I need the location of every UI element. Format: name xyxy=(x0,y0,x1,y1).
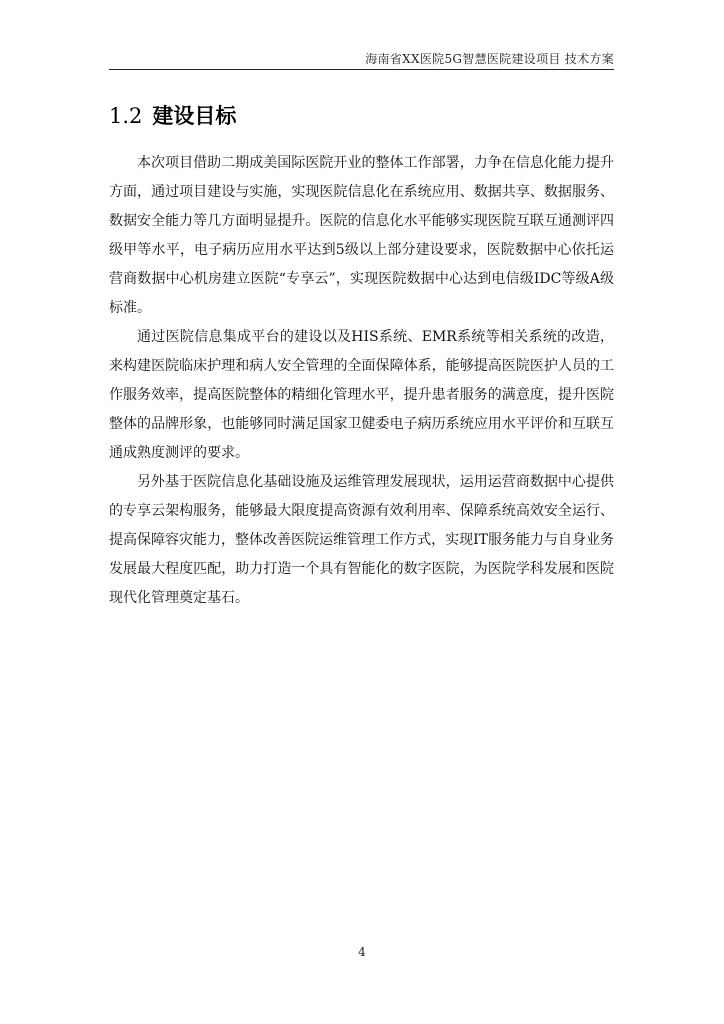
body-text xyxy=(109,149,614,613)
section-heading xyxy=(109,100,236,130)
page-header-title: 海南省XX医院5G智慧医院建设项目 技术方案 xyxy=(365,52,614,66)
paragraph-3: 另外基于医院信息化基础设施及运维管理发展现状，运用运营商数据中心提供的专享云架构服务，能够最大限度提高资源有效利用率、保障系统高效安全运行、提高保障容灾能力，整体改善医院运维管理工作方式，实现IT服务能力与自身业务发展最大程度匹配，助力打造一个具有智能化的数字医院，为医院学科发展和医院现代化管理奠定基石。 xyxy=(109,474,614,606)
paragraph-1: 本次项目借助二期成美国际医院开业的整体工作部署，力争在信息化能力提升方面，通过项目建设与实施，实现医院信息化在系统应用、数据共享、数据服务、数据安全能力等几方面明显提升。医院的信息化水平能够实现医院互联互通测评四级甲等水平，电子病历应用水平达到5级以上部分建设要求，医院数据中心依托运营商数据中心机房建立医院“专享云”，实现医院数据中心达到电信级IDC等级A级标准。 xyxy=(109,155,614,316)
section-title: 建设目标 xyxy=(152,103,237,128)
section-number: 1.2 xyxy=(109,104,143,128)
page-number: 4 xyxy=(358,945,366,959)
header-divider xyxy=(109,69,614,70)
paragraph-2: 通过医院信息集成平台的建设以及HIS系统、EMR系统等相关系统的改造，来构建医院临床护理和病人安全管理的全面保障体系，能够提高医院医护人员的工作服务效率，提高医院整体的精细化管理水平，提升患者服务的满意度，提升医院整体的品牌形象，也能够同时满足国家卫健委电子病历系统应用水平评价和互联互通成熟度测评的要求。 xyxy=(109,329,614,461)
